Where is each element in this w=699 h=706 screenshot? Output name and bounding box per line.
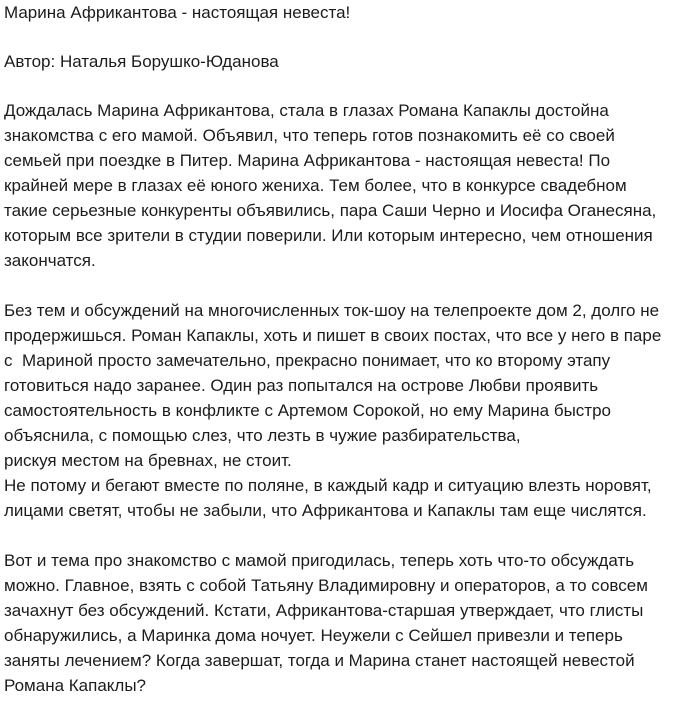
text-line: рискуя местом на бревнах, не стоит.: [4, 451, 292, 470]
text-line: семьей при поездке в Питер. Марина Африкантова - настоящая невеста! По: [4, 151, 611, 170]
text-line: обнаружились, а Маринка дома ночует. Неужели с Сейшел привезли и теперь: [4, 626, 623, 645]
text-line: которым все зрители в студии поверили. Или которым интересно, чем отношения: [4, 226, 653, 245]
text-line: продержишься. Роман Капаклы, хоть и пишет в своих постах, что все у него в паре: [4, 326, 662, 345]
text-line: такие серьезные конкуренты объявились, пара Саши Черно и Иосифа Оганесяна,: [4, 201, 657, 220]
text-line: Без тем и обсуждений на многочисленных ток-шоу на телепроекте дом 2, долго не: [4, 301, 660, 320]
text-line: готовиться надо заранее. Один раз попытался на острове Любви проявить: [4, 376, 599, 395]
text-line: Дождалась Марина Африкантова, стала в глазах Романа Капаклы достойна: [4, 101, 609, 120]
text-line: знакомства с его мамой. Объявил, что теперь готов познакомить её со своей: [4, 126, 615, 145]
article-title: Марина Африкантова - настоящая невеста!: [4, 3, 351, 22]
text-line: заняты лечением? Когда завершат, тогда и Марина станет настоящей невестой: [4, 651, 635, 670]
text-line: Вот и тема про знакомство с мамой пригодилась, теперь хоть что-то обсуждать: [4, 551, 635, 570]
text-line: закончатся.: [4, 251, 96, 270]
text-line: самостоятельность в конфликте с Артемом Сорокой, но ему Марина быстро: [4, 401, 611, 420]
text-line: лицами светят, чтобы не забыли, что Африкантова и Капаклы там еще числятся.: [4, 501, 647, 520]
text-line: Не потому и бегают вместе по поляне, в каждый кадр и ситуацию влезть норовят,: [4, 476, 652, 495]
article-author: Автор: Наталья Борушко-Юданова: [4, 52, 279, 71]
text-line: зачахнут без обсуждений. Кстати, Африкантова-старшая утверждает, что глисты: [4, 601, 644, 620]
text-line: объяснила, с помощью слез, что лезть в чужие разбирательства,: [4, 426, 521, 445]
text-line: с Мариной просто замечательно, прекрасно понимает, что ко второму этапу: [4, 351, 611, 370]
text-line: Романа Капаклы?: [4, 676, 146, 695]
text-line: крайней мере в глазах её юного жениха. Тем более, что в конкурсе свадебном: [4, 176, 627, 195]
text-line: можно. Главное, взять с собой Татьяну Владимировну и операторов, а то совсем: [4, 576, 648, 595]
